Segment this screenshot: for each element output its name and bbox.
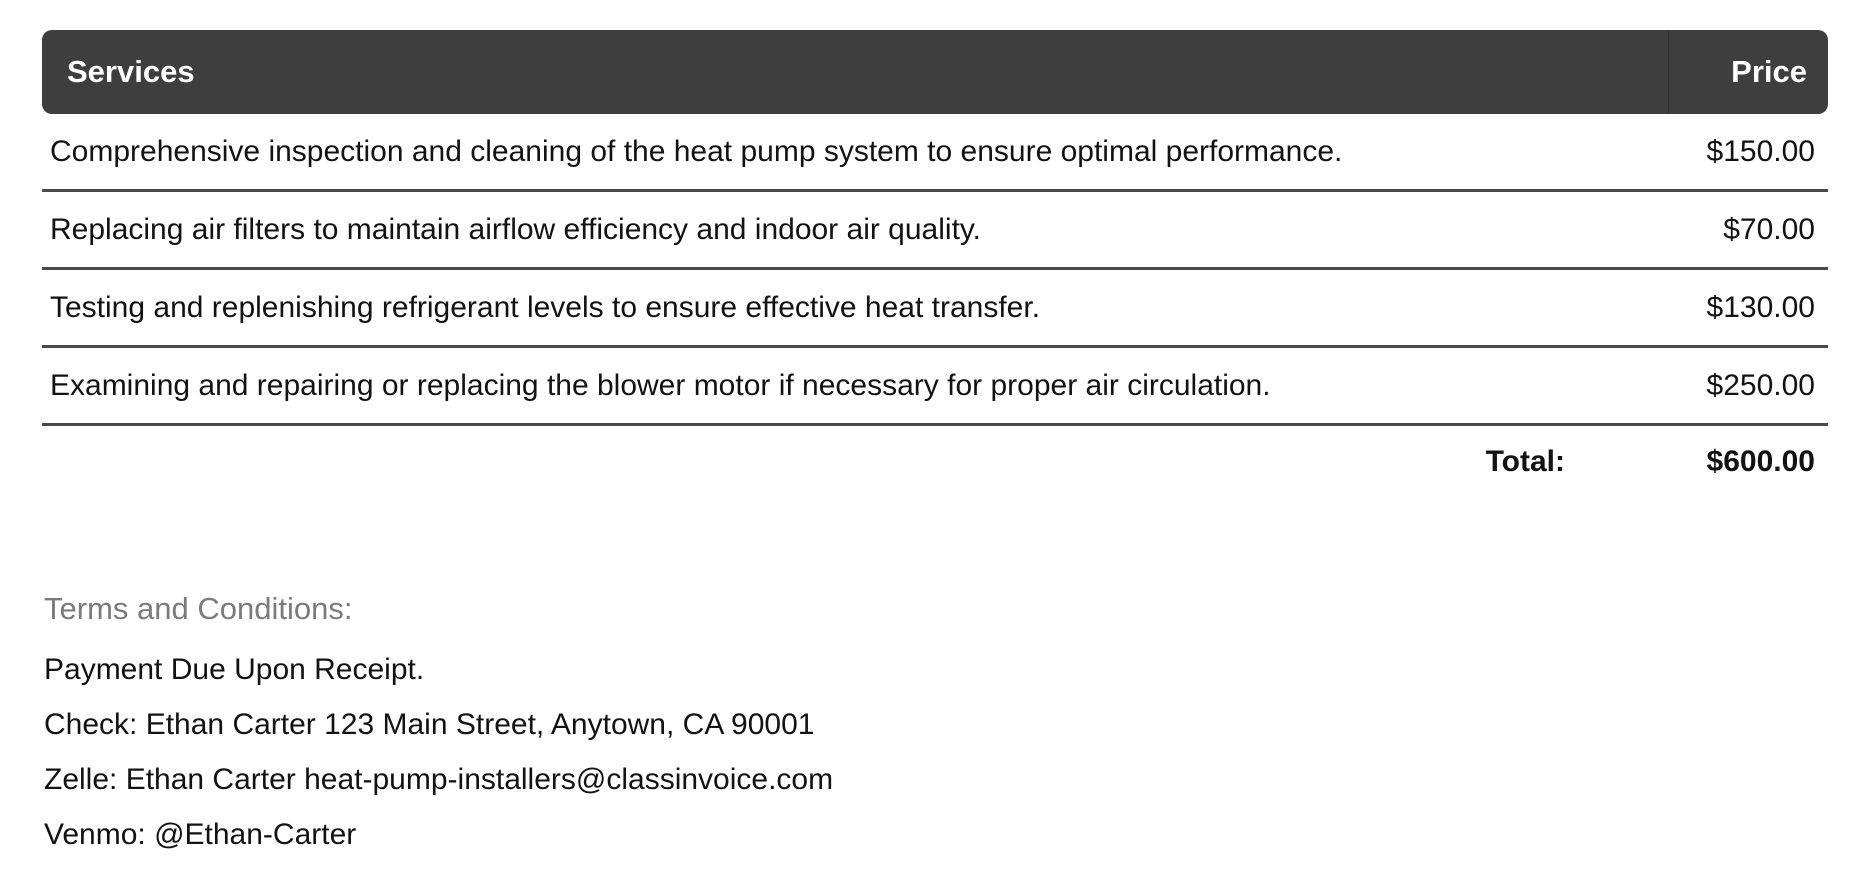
service-price: $250.00 bbox=[1706, 368, 1815, 402]
service-price: $150.00 bbox=[1706, 134, 1815, 168]
service-price: $70.00 bbox=[1723, 212, 1815, 246]
terms-line-venmo: Venmo: @Ethan-Carter bbox=[44, 818, 357, 851]
services-column-header: Services bbox=[67, 54, 195, 89]
terms-line-zelle: Zelle: Ethan Carter heat-pump-installers@classinvoice.com bbox=[44, 763, 834, 796]
table-row bbox=[42, 348, 1828, 426]
service-description: Examining and repairing or replacing the blower motor if necessary for proper air circulation. bbox=[50, 368, 1271, 402]
service-description: Testing and replenishing refrigerant levels to ensure effective heat transfer. bbox=[50, 290, 1041, 324]
service-description: Replacing air filters to maintain airflow efficiency and indoor air quality. bbox=[50, 212, 982, 246]
table-header-row bbox=[42, 30, 1828, 114]
terms-line-check: Check: Ethan Carter 123 Main Street, Anytown, CA 90001 bbox=[44, 708, 815, 741]
service-description: Comprehensive inspection and cleaning of the heat pump system to ensure optimal performance. bbox=[50, 134, 1343, 168]
services-price-table bbox=[42, 30, 1828, 498]
terms-line-payment: Payment Due Upon Receipt. bbox=[44, 653, 425, 686]
table-row bbox=[42, 270, 1828, 348]
table-row bbox=[42, 192, 1828, 270]
table-row bbox=[42, 114, 1828, 192]
price-column-header: Price bbox=[1668, 30, 1828, 114]
total-row bbox=[42, 426, 1828, 498]
service-price: $130.00 bbox=[1706, 290, 1815, 324]
terms-section bbox=[42, 591, 1828, 856]
total-label: Total: bbox=[1485, 445, 1565, 478]
terms-heading: Terms and Conditions: bbox=[44, 591, 353, 626]
total-value: $600.00 bbox=[1706, 445, 1815, 478]
